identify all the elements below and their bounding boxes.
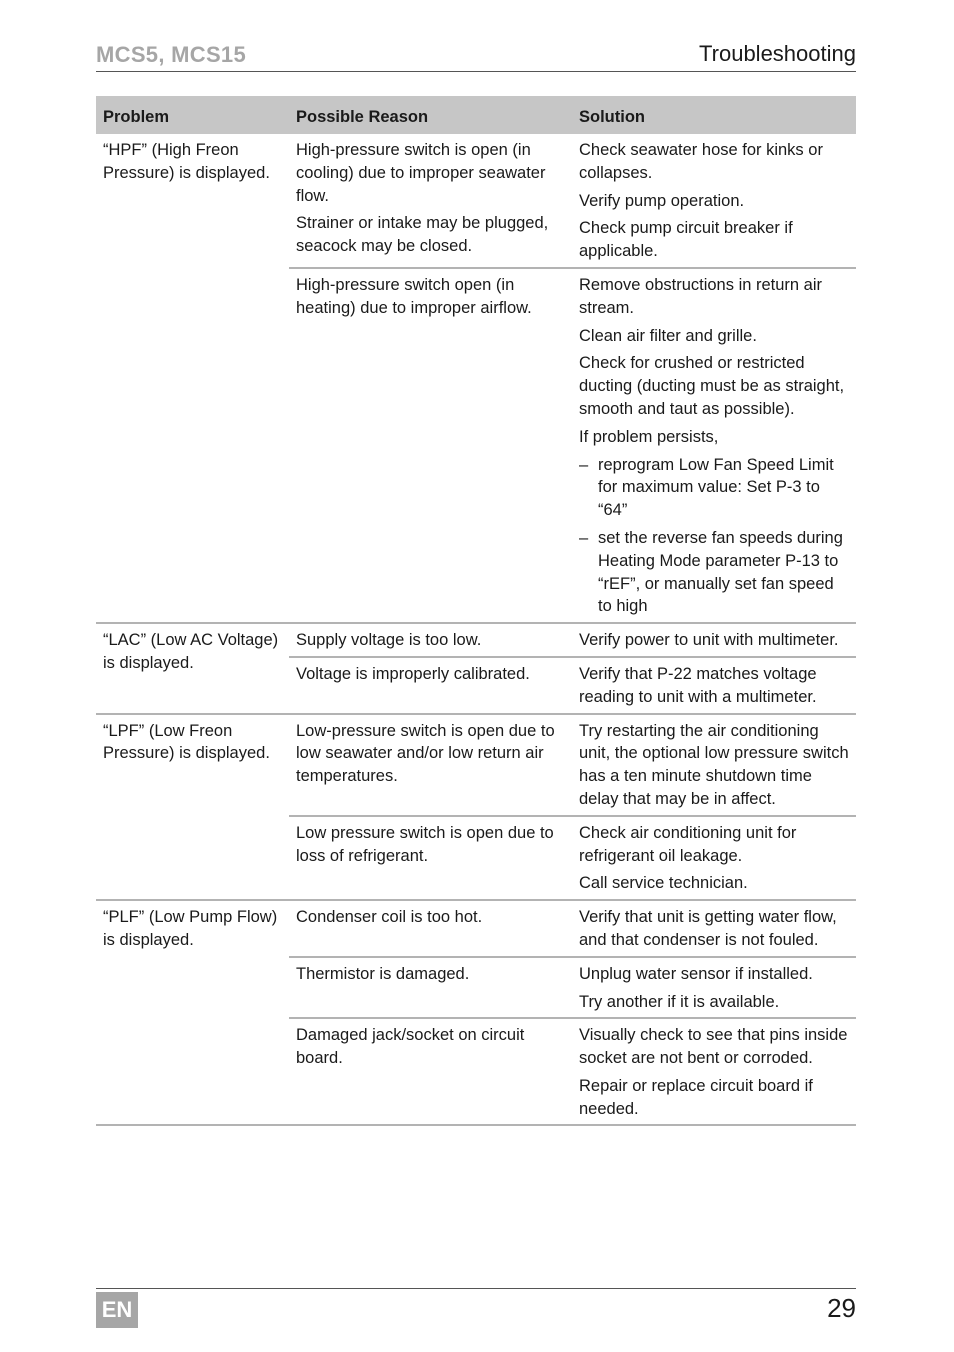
reason-cell [289,714,572,816]
reason-cell [289,900,572,957]
list-item-text: reprogram Low Fan Speed Limit for maximum value: Set P-3 to “64” [598,455,834,520]
solution-text: Verify that unit is getting water flow, and that condenser is not fouled. [579,908,837,949]
solution-cell [572,657,856,714]
solution-text: Unplug water sensor if installed. [579,964,813,983]
reason-text: Supply voltage is too low. [296,631,482,650]
model-name: MCS5, MCS15 [96,42,247,67]
list-item [579,454,849,522]
reason-text: Strainer or intake may be plugged, seacock may be closed. [296,214,549,256]
reason-cell [289,268,572,623]
list-item-text: set the reverse fan speeds during Heating Mode parameter P-13 to “rEF”, or manually set fan speed to high [598,528,843,616]
solution-cell [572,623,856,657]
solution-text: Try restarting the air conditioning unit, the optional low pressure switch has a ten minute shutdown time delay that may be in affect. [579,721,849,808]
table-row [96,714,856,816]
dash-bullet: – [579,528,589,547]
solution-cell [572,134,856,268]
reason-text: Thermistor is damaged. [296,964,470,983]
problem-cell: “PLF” (Low Pump Flow) is displayed. [96,900,289,1125]
solution-text: Verify that P-22 matches voltage reading to unit with a multimeter. [579,664,817,706]
solution-text: Verify pump operation. [579,191,745,210]
solution-text: Verify power to unit with multimeter. [579,631,839,650]
solution-text: Remove obstructions in return air stream. [579,275,823,317]
problem-cell: “HPF” (High Freon Pressure) is displayed. [96,134,289,623]
solution-text: Visually check to see that pins inside socket are not bent or corroded. [579,1026,848,1068]
solution-cell [572,900,856,957]
solution-text: Try another if it is available. [579,992,780,1011]
table-row [96,623,856,657]
page-header [96,38,856,72]
problem-cell: “LAC” (Low AC Voltage) is displayed. [96,623,289,713]
troubleshooting-table [96,96,856,1126]
reason-cell [289,957,572,1019]
table-row [96,900,856,957]
solution-text: Check for crushed or restricted ducting (ducting must be as straight, smooth and taut as possible). [579,354,845,418]
reason-text: High-pressure switch is open (in cooling) due to improper seawater flow. [296,141,546,205]
reason-cell [289,623,572,657]
solution-text: Check air conditioning unit for refrigerant oil leakage. [579,823,797,865]
solution-text: Check pump circuit breaker if applicable. [579,219,793,261]
reason-cell [289,1018,572,1125]
reason-cell [289,657,572,714]
solution-text: Repair or replace circuit board if needed. [579,1076,813,1118]
reason-text: Voltage is improperly calibrated. [296,664,530,683]
solution-cell [572,957,856,1019]
reason-cell [289,816,572,900]
page-number: 29 [827,1293,856,1323]
reason-text: Low-pressure switch is open due to low seawater and/or low return air temperatures. [296,721,555,786]
dash-bullet: – [579,455,589,474]
section-title: Troubleshooting [699,41,856,66]
column-header-solution: Solution [572,96,856,134]
table-header-row [96,96,856,134]
reason-text: Condenser coil is too hot. [296,908,483,927]
reason-text: High-pressure switch open (in heating) due to improper airflow. [296,275,532,317]
solution-text: If problem persists, [579,427,719,446]
column-header-problem: Problem [96,96,289,134]
reason-text: Damaged jack/socket on circuit board. [296,1026,525,1068]
solution-cell [572,1018,856,1125]
solution-text: Call service technician. [579,874,748,893]
solution-text: Clean air filter and grille. [579,326,757,345]
solution-cell [572,816,856,900]
solution-cell [572,268,856,623]
solution-text: Check seawater hose for kinks or collapses. [579,141,823,182]
reason-text: Low pressure switch is open due to loss of refrigerant. [296,823,554,865]
language-badge: EN [96,1292,138,1328]
problem-cell: “LPF” (Low Freon Pressure) is displayed. [96,714,289,901]
list-item [579,527,849,618]
reason-cell [289,134,572,268]
table-row [96,134,856,268]
solution-cell [572,714,856,816]
page-footer [96,1288,856,1330]
column-header-reason: Possible Reason [289,96,572,134]
